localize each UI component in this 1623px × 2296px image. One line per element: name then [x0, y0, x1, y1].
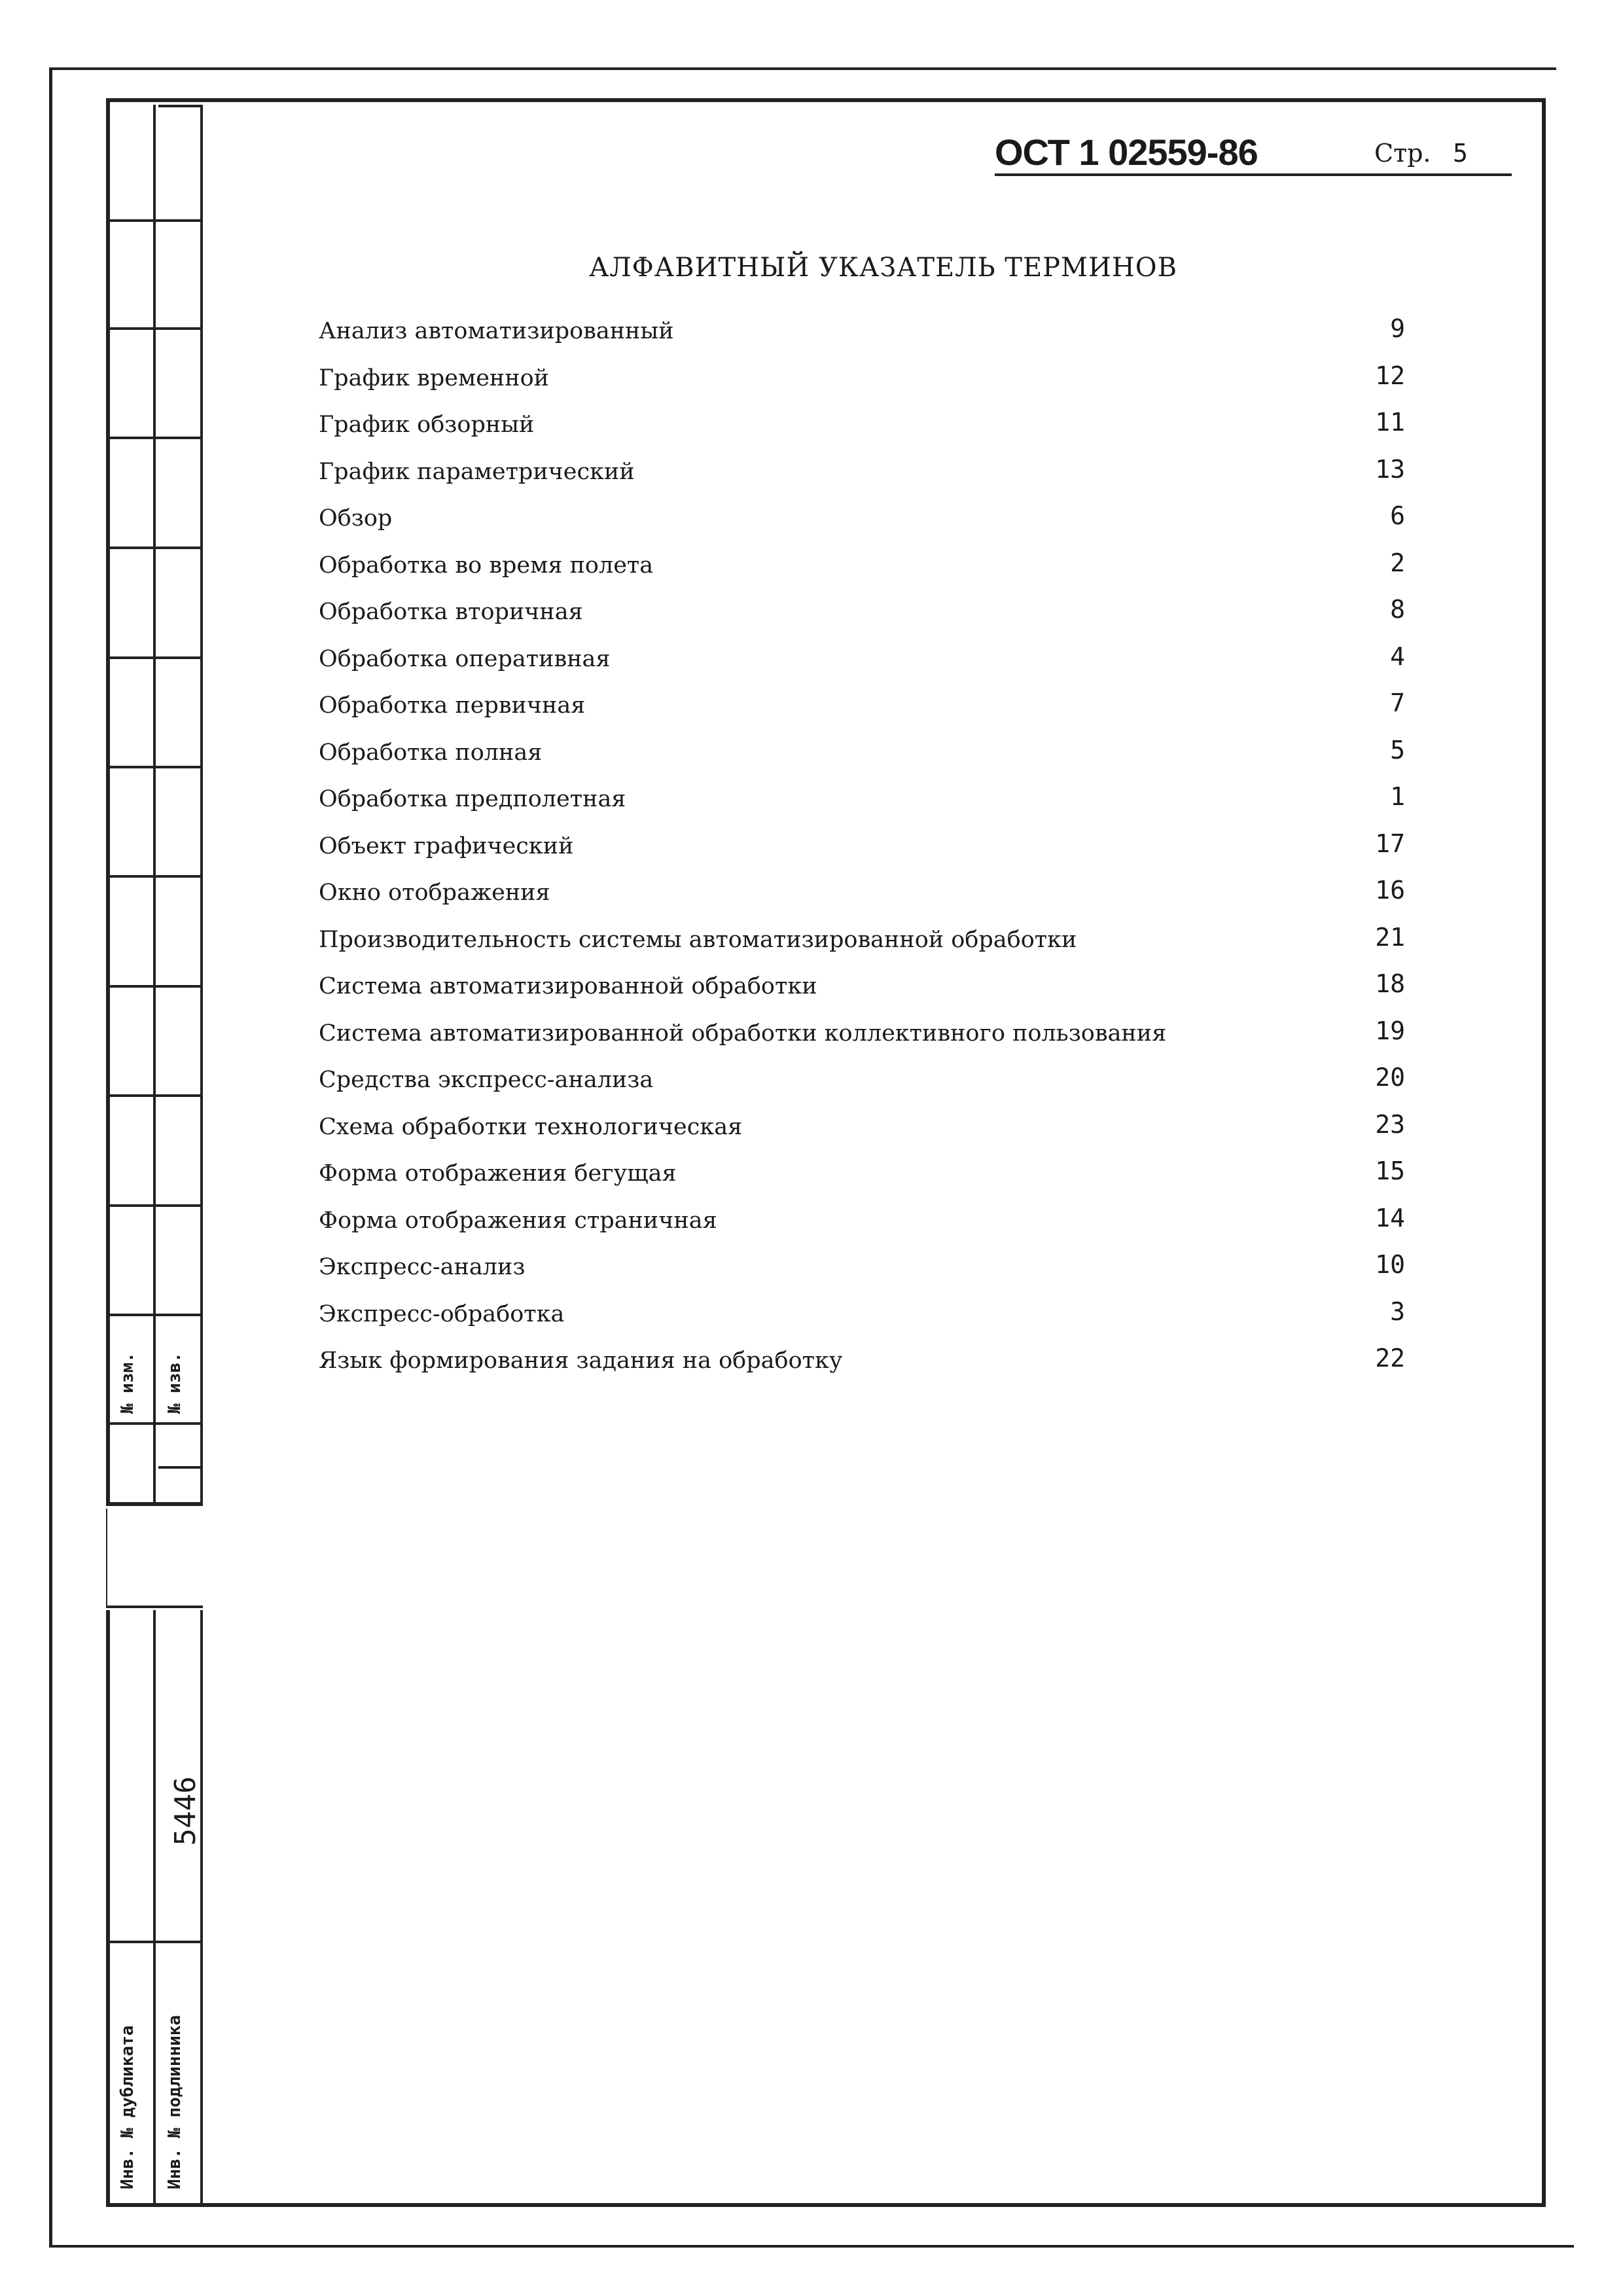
index-page-ref: 6	[1390, 501, 1405, 530]
stamp-line	[106, 1314, 203, 1316]
index-term: Обработка первичная	[319, 692, 586, 719]
index-page-ref: 15	[1375, 1157, 1405, 1185]
index-page-ref: 23	[1375, 1109, 1405, 1139]
index-page-ref: 20	[1375, 1063, 1405, 1092]
index-page-ref: 18	[1375, 969, 1405, 998]
index-entry	[319, 314, 1405, 361]
index-entry	[319, 1204, 1405, 1251]
page-number: 5	[1453, 139, 1468, 168]
index-entry	[319, 1110, 1405, 1157]
duplicate-inv-label: Инв. № дубликата	[118, 2025, 137, 2189]
stamp-line	[106, 1094, 203, 1097]
index-term: Форма отображения страничная	[319, 1207, 717, 1234]
stamp-gap	[106, 1509, 203, 1605]
stamp-line	[158, 105, 203, 107]
bottom-rule	[49, 2245, 1574, 2248]
index-entry	[319, 1297, 1405, 1344]
index-entry	[319, 361, 1405, 408]
stamp-line	[106, 656, 203, 659]
index-entry	[319, 1016, 1405, 1064]
index-page-ref: 14	[1375, 1203, 1405, 1232]
index-page-ref: 16	[1375, 876, 1405, 905]
index-page-ref: 13	[1375, 454, 1405, 484]
stamp-line	[106, 437, 203, 439]
stamp-line	[106, 327, 203, 330]
stamp-line	[106, 105, 109, 2207]
page-label: Стр.	[1374, 139, 1431, 168]
index-term: Экспресс-обработка	[319, 1300, 565, 1327]
original-inv-label: Инв. № подлинника	[165, 2015, 185, 2189]
index-entry	[319, 1344, 1405, 1391]
index-term: Экспресс-анализ	[319, 1254, 526, 1280]
stamp-line	[106, 547, 203, 549]
index-term: Средства экспресс-анализа	[319, 1067, 654, 1093]
index-page-ref: 21	[1375, 922, 1405, 952]
index-term: Обработка вторичная	[319, 599, 583, 625]
index-term: Обработка во время полета	[319, 552, 654, 579]
index-entry	[319, 501, 1405, 548]
index-page-ref: 8	[1390, 595, 1405, 624]
stamp-line	[106, 1422, 203, 1425]
index-entry	[319, 548, 1405, 596]
index-term: Система автоматизированной обработки	[319, 973, 817, 999]
stamp-line	[158, 1466, 203, 1469]
index-term: Объект графический	[319, 833, 574, 859]
index-entry	[319, 455, 1405, 502]
index-page-ref: 5	[1390, 735, 1405, 764]
index-term: График параметрический	[319, 458, 635, 485]
stamp-line	[106, 985, 203, 988]
index-page-ref: 12	[1375, 361, 1405, 390]
index-page-ref: 17	[1375, 829, 1405, 858]
index-term: График временной	[319, 365, 549, 391]
stamp-line	[106, 219, 203, 222]
index-page-ref: 9	[1390, 314, 1405, 343]
index-term: Анализ автоматизированный	[319, 318, 674, 344]
stamp-line	[106, 1509, 107, 1605]
stamp-line	[200, 105, 203, 2207]
index-page-ref: 3	[1390, 1297, 1405, 1326]
index-term: Производительность системы автоматизированной обработки	[319, 926, 1077, 953]
index-term: Форма отображения бегущая	[319, 1160, 677, 1187]
index-term: Схема обработки технологическая	[319, 1113, 743, 1140]
index-entry	[319, 689, 1405, 736]
index-entry	[319, 969, 1405, 1016]
index-term: График обзорный	[319, 412, 535, 438]
index-term: Система автоматизированной обработки коллективного пользования	[319, 1020, 1167, 1047]
index-entry	[319, 923, 1405, 970]
stamp-line	[106, 1941, 203, 1943]
stamp-line	[106, 875, 203, 878]
index-page-ref: 7	[1390, 689, 1405, 717]
index-entry	[319, 408, 1405, 455]
stamp-line	[106, 1503, 203, 1506]
page-header	[995, 131, 1505, 177]
index-entry	[319, 1157, 1405, 1204]
index-entry	[319, 736, 1405, 783]
stamp-line	[153, 105, 156, 2207]
index-page-ref: 11	[1375, 408, 1405, 437]
index-term: Обработка предполетная	[319, 786, 626, 812]
index-entry	[319, 876, 1405, 923]
index-page-ref: 19	[1375, 1016, 1405, 1045]
change-number-label: № изм.	[118, 1352, 137, 1414]
stamp-line	[106, 766, 203, 768]
index-title: АЛФАВИТНЫЙ УКАЗАТЕЛЬ ТЕРМИНОВ	[589, 253, 1177, 283]
document-code: ОСТ 1 02559-86	[995, 132, 1258, 173]
index-entry	[319, 1063, 1405, 1110]
index-page-ref: 22	[1375, 1344, 1405, 1372]
stamp-line	[106, 1204, 203, 1207]
index-entry	[319, 642, 1405, 689]
term-index-list	[319, 314, 1405, 1391]
margin-stamp	[106, 105, 203, 2207]
index-page-ref: 10	[1375, 1250, 1405, 1279]
index-entry	[319, 1250, 1405, 1297]
index-term: Обработка полная	[319, 739, 543, 766]
index-page-ref: 2	[1390, 548, 1405, 577]
stamp-line	[106, 1605, 203, 1608]
index-term: Обзор	[319, 505, 393, 531]
index-entry	[319, 595, 1405, 642]
index-page-ref: 4	[1390, 641, 1405, 671]
index-term: Окно отображения	[319, 880, 550, 906]
index-term: Язык формирования задания на обработку	[319, 1348, 843, 1374]
index-term: Обработка оперативная	[319, 645, 611, 672]
index-entry	[319, 782, 1405, 829]
index-page-ref: 1	[1390, 782, 1405, 811]
original-inv-number: 5446	[169, 1776, 202, 1846]
header-rule	[995, 173, 1512, 176]
index-entry	[319, 829, 1405, 876]
notice-number-label: № изв.	[165, 1352, 185, 1414]
